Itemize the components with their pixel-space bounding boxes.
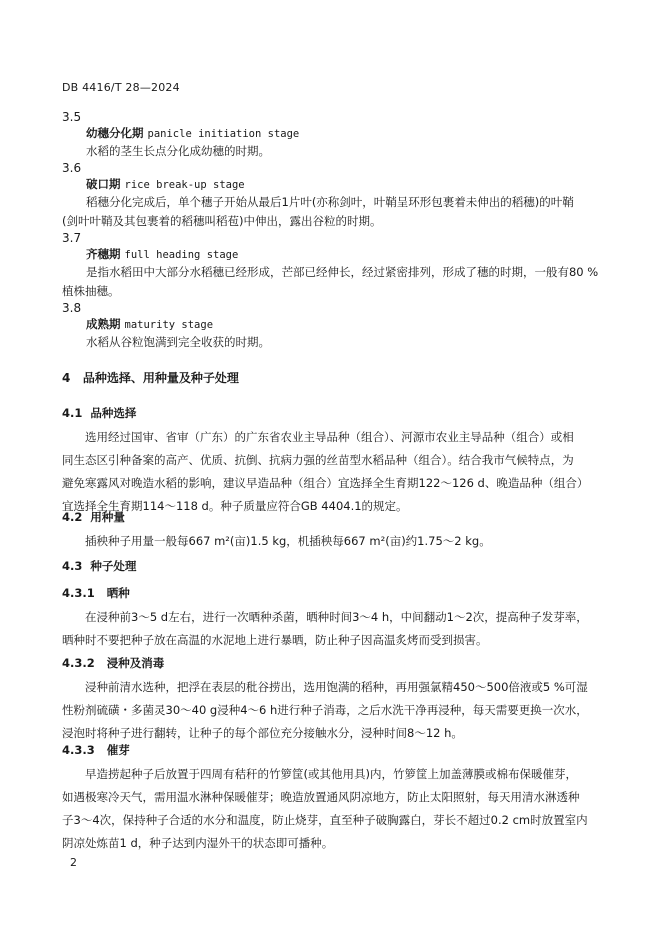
section-4-1-body: 选用经过国审、省审（广东）的广东省农业主导品种（组合）、河源市农业主导品种（组合）或相 同生态区引种备案的高产、优质、抗倒、抗病力强的丝苗型水稻品种（组合）。结合我市气候特点，为 避免寒露风对晚造水稻的影响，建议早造品种（组合）宜选择全生育期122～126 d、晚造品种（组合） 宜选择全生育期114～118 d。种子质量应符合GB 4404.1的规定。 [62, 430, 589, 513]
section-number: 4 [62, 371, 71, 385]
term-en: maturity stage [124, 319, 214, 331]
term-number: 3.8 [62, 301, 82, 315]
term-number: 3.6 [62, 161, 82, 175]
section-title: 用种量 [90, 510, 125, 524]
section-4-2-heading [62, 509, 607, 525]
term-3-5 [62, 109, 607, 161]
page-number: 2 [70, 856, 77, 869]
term-number: 3.7 [62, 231, 82, 245]
term-zh: 破口期 [86, 177, 121, 191]
term-3-8 [62, 300, 607, 352]
section-number: 4.3.1 [62, 586, 95, 600]
section-number: 4.3 [62, 559, 83, 573]
section-4-3-2-heading [62, 655, 607, 671]
section-number: 4.3.3 [62, 743, 95, 757]
section-4-3-1-body: 在浸种前3～5 d左右，进行一次晒种杀菌，晒种时间3～4 h，中间翻动1～2次，提高种子发芽率， 晒种时不要把种子放在高温的水泥地上进行暴晒，防止种子因高温炙烤而受到损害。 [62, 610, 588, 647]
section-title: 品种选择 [90, 406, 137, 420]
term-zh: 幼穗分化期 [86, 126, 144, 140]
section-title: 浸种及消毒 [106, 656, 165, 670]
term-definition: 水稻从谷粒饱满到完全收获的时期。 [86, 335, 270, 349]
section-number: 4.2 [62, 510, 83, 524]
section-4-heading [62, 369, 607, 386]
section-title: 品种选择、用种量及种子处理 [82, 371, 239, 385]
term-definition: 水稻的茎生长点分化成幼穗的时期。 [86, 144, 270, 158]
term-title [62, 176, 607, 193]
section-4-3-heading [62, 558, 607, 574]
term-zh: 齐穗期 [86, 247, 121, 261]
section-title: 种子处理 [90, 559, 137, 573]
section-4-3-2-body: 浸种前清水选种，把浮在表层的秕谷捞出，选用饱满的稻种，再用强氯精450～500倍液或5 %可湿 性粉剂硫磺・多菌灵30～40 g浸种4～6 h进行种子消毒，之后水洗干净再浸种，每天需要更换一次水， 浸泡时将种子进行翻转，让种子的每个部位充分接触水分，浸种时间8～12 h。 [62, 680, 588, 740]
term-3-6 [62, 160, 607, 231]
section-number: 4.3.2 [62, 656, 95, 670]
section-4-3-3-body: 早造捞起种子后放置于四周有秸秆的竹箩筐(或其他用具)内，竹箩筐上加盖薄膜或棉布保暖催芽， 如遇极寒冷天气，需用温水淋种保暖催芽；晚造放置通风阴凉地方，防止太阳照射，每天用清水淋透种 子3～4次，保持种子合适的水分和温度，防止烧芽，直至种子破胸露白，芽长不超过0.2 cm时放置室内 阴凉处炼苗1 d，种子达到内湿外干的状态即可播种。 [62, 767, 588, 850]
term-title [62, 316, 607, 333]
term-en: full heading stage [124, 249, 239, 261]
term-number: 3.5 [62, 110, 82, 124]
section-title: 催芽 [106, 743, 130, 757]
term-definition: 稻穗分化完成后，单个穗子开始从最后1片叶(亦称剑叶，叶鞘呈环形包裹着未伸出的稻穗)的叶鞘 (剑叶叶鞘及其包裹着的稻穗叫稻苞)中伸出，露出谷粒的时期。 [62, 195, 574, 228]
term-zh: 成熟期 [86, 317, 121, 331]
term-definition: 是指水稻田中大部分水稻穗已经形成，芒部已经伸长，经过紧密排列，形成了穗的时期，一般有80 % 植株抽穗。 [62, 265, 599, 298]
term-title [62, 125, 607, 142]
section-title: 晒种 [106, 586, 130, 600]
section-4-3-1-heading [62, 585, 607, 601]
section-4-3-3-heading [62, 742, 607, 758]
term-3-7 [62, 230, 607, 301]
term-title [62, 246, 607, 263]
term-en: rice break-up stage [124, 179, 245, 191]
section-4-1-heading [62, 405, 607, 421]
term-en: panicle initiation stage [147, 128, 300, 140]
section-4-2-body: 插秧种子用量一般每667 m²(亩)1.5 kg，机插秧每667 m²(亩)约1.75～2 kg。 [85, 534, 491, 548]
document-code: DB 4416/T 28—2024 [62, 81, 180, 94]
section-number: 4.1 [62, 406, 83, 420]
